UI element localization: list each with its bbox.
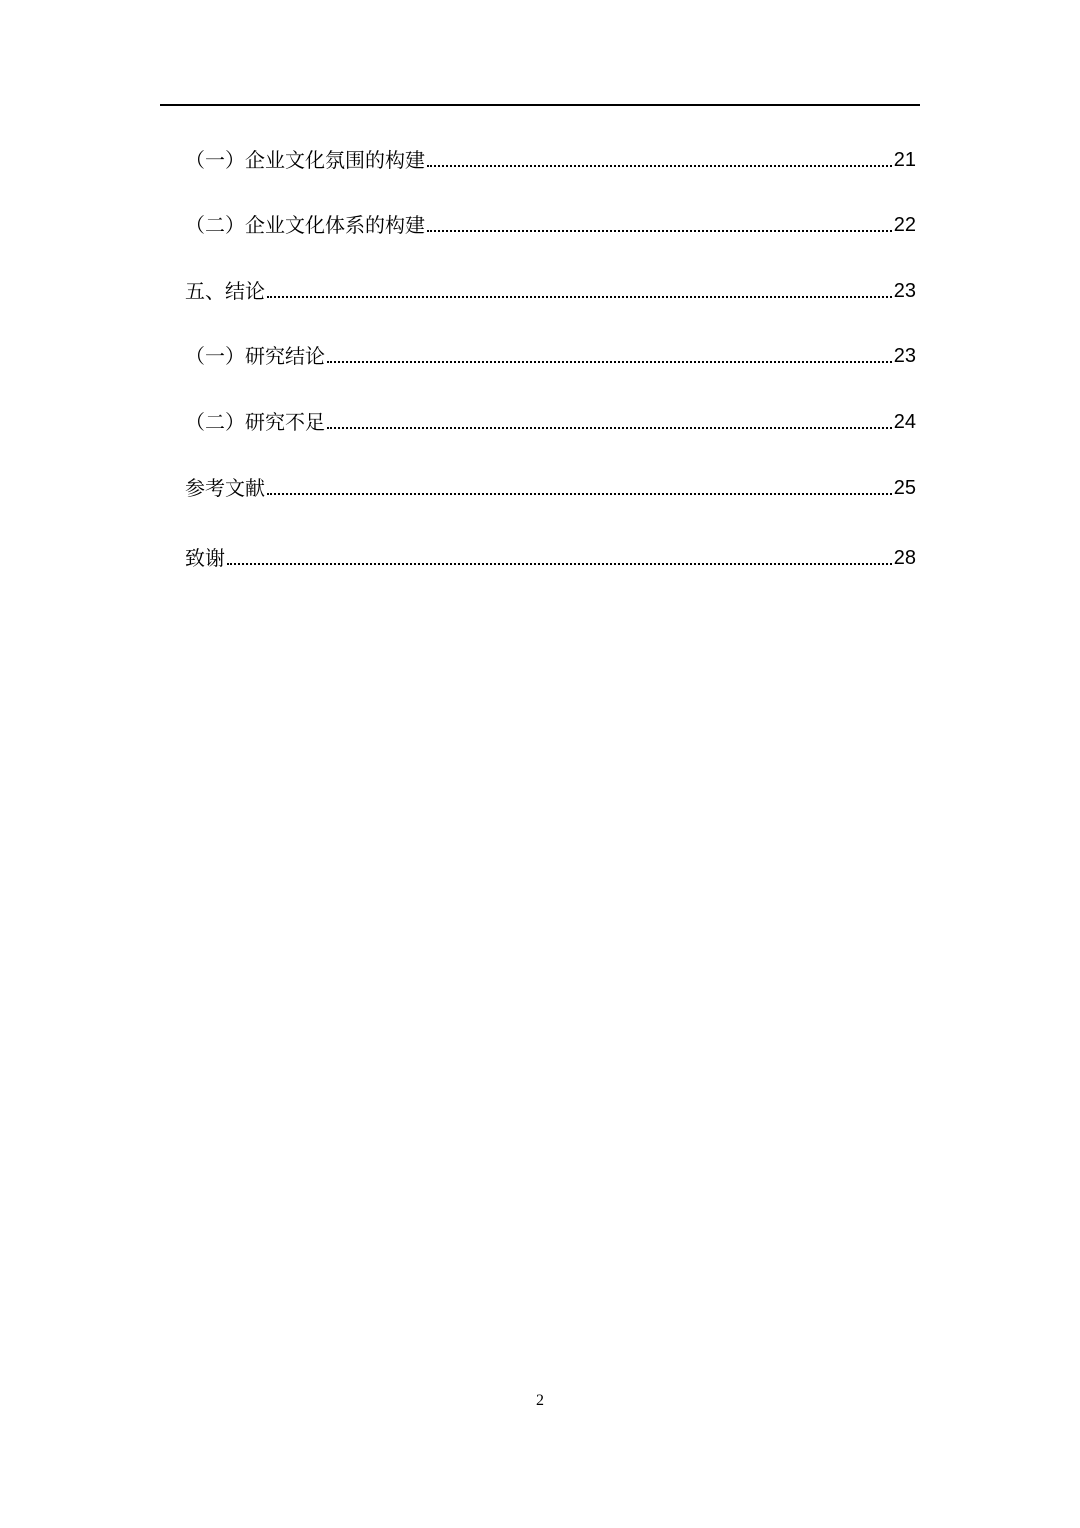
toc-entry-enterprise-culture-atmosphere[interactable] — [185, 136, 916, 172]
toc-entry-research-limitations[interactable] — [185, 398, 916, 434]
toc-entry-title: （一）研究结论 — [185, 344, 325, 368]
footer-page-number: 2 — [536, 1392, 544, 1409]
toc-entry-title: 致谢 — [185, 546, 225, 570]
toc-entry-page: 28 — [893, 547, 916, 569]
toc-entry-page: 25 — [893, 477, 916, 499]
toc-entry-title: （一）企业文化氛围的构建 — [185, 148, 425, 172]
toc-dot-leader — [427, 165, 892, 167]
toc-entry-page: 23 — [893, 280, 916, 302]
toc-entry-references[interactable] — [185, 464, 916, 500]
toc-entry-title: 参考文献 — [185, 476, 265, 500]
toc-entry-acknowledgements[interactable] — [185, 534, 916, 570]
toc-dot-leader — [427, 230, 892, 232]
toc-entry-title: 五、结论 — [185, 279, 265, 303]
toc-dot-leader — [227, 563, 892, 565]
header-rule — [160, 104, 920, 106]
toc-dot-leader — [327, 427, 892, 429]
toc-dot-leader — [327, 361, 892, 363]
toc-entry-conclusion[interactable] — [185, 267, 916, 303]
toc-entry-research-conclusion[interactable] — [185, 332, 916, 368]
toc-entry-page: 22 — [893, 214, 916, 236]
toc-entry-title: （二）企业文化体系的构建 — [185, 213, 425, 237]
toc-entry-title: （二）研究不足 — [185, 410, 325, 434]
toc-entry-enterprise-culture-system[interactable] — [185, 201, 916, 237]
toc-dot-leader — [267, 296, 892, 298]
toc-entry-page: 21 — [893, 149, 916, 171]
toc-entry-page: 23 — [893, 345, 916, 367]
toc-entry-page: 24 — [893, 411, 916, 433]
toc-dot-leader — [267, 493, 892, 495]
